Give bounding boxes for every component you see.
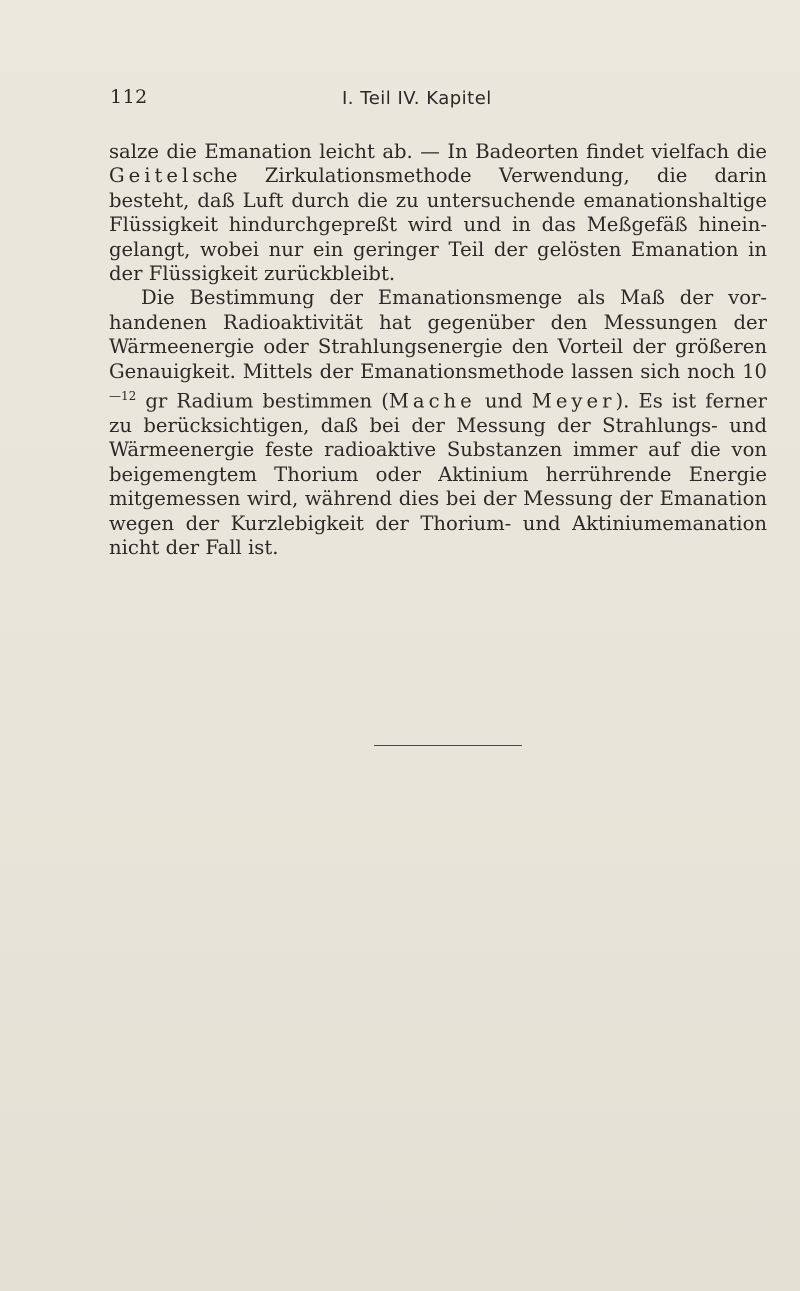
author-name-meyer: Meyer: [531, 389, 616, 413]
author-name-geitel: Geitel: [109, 164, 193, 188]
paragraph-1-text-a: salze die Emanation leicht ab. — In Badeorten findet vielfach die: [109, 140, 767, 163]
running-head: I. Teil IV. Kapitel: [342, 88, 492, 109]
author-name-mache: Mache: [388, 389, 476, 413]
page-number: 112: [110, 86, 148, 108]
page-header: [110, 86, 690, 116]
exponent-base: 10: [742, 359, 767, 383]
paragraph-1-text-b: sche Zirkulationsmethode Verwendung, die darin besteht, daß Luft durch die zu untersuchende emanationshaltige Flüssigkeit hindurchgepreßt wird und in das Meßgefäß hineingelangt, wobei nur ein geringer Teil der gelösten Emanation in der Flüssigkeit zurückbleibt.: [109, 164, 767, 286]
paragraph-1: [109, 140, 767, 286]
exponent: —12: [109, 389, 137, 404]
body-text: [109, 140, 767, 560]
paragraph-2-text-b: gr Radium bestimmen (: [136, 389, 389, 413]
paragraph-2: [109, 286, 767, 560]
paragraph-2-text-a: Die Bestimmung der Emanationsmenge als Maß der vorhandenen Radioaktivität hat gegenüber den Messungen der Wärmeenergie oder Strahlungsenergie den Vorteil der größeren Genauigkeit. Mittels der Emanationsmethode lassen sich noch: [109, 286, 767, 383]
section-end-rule: [374, 745, 522, 746]
paragraph-2-text-d: ). Es ist ferner zu berücksichtigen, daß bei der Messung der Strahlungs- und Wärmeenergie feste radioaktive Substanzen immer auf die von beigemengtem Thorium oder Aktinium herrührende Energie mitgemessen wird, während dies bei der Messung der Emanation wegen der Kurzlebigkeit der Thorium- und Aktiniumemanation nicht der Fall ist.: [109, 389, 767, 560]
paragraph-2-text-c: und: [475, 389, 532, 413]
